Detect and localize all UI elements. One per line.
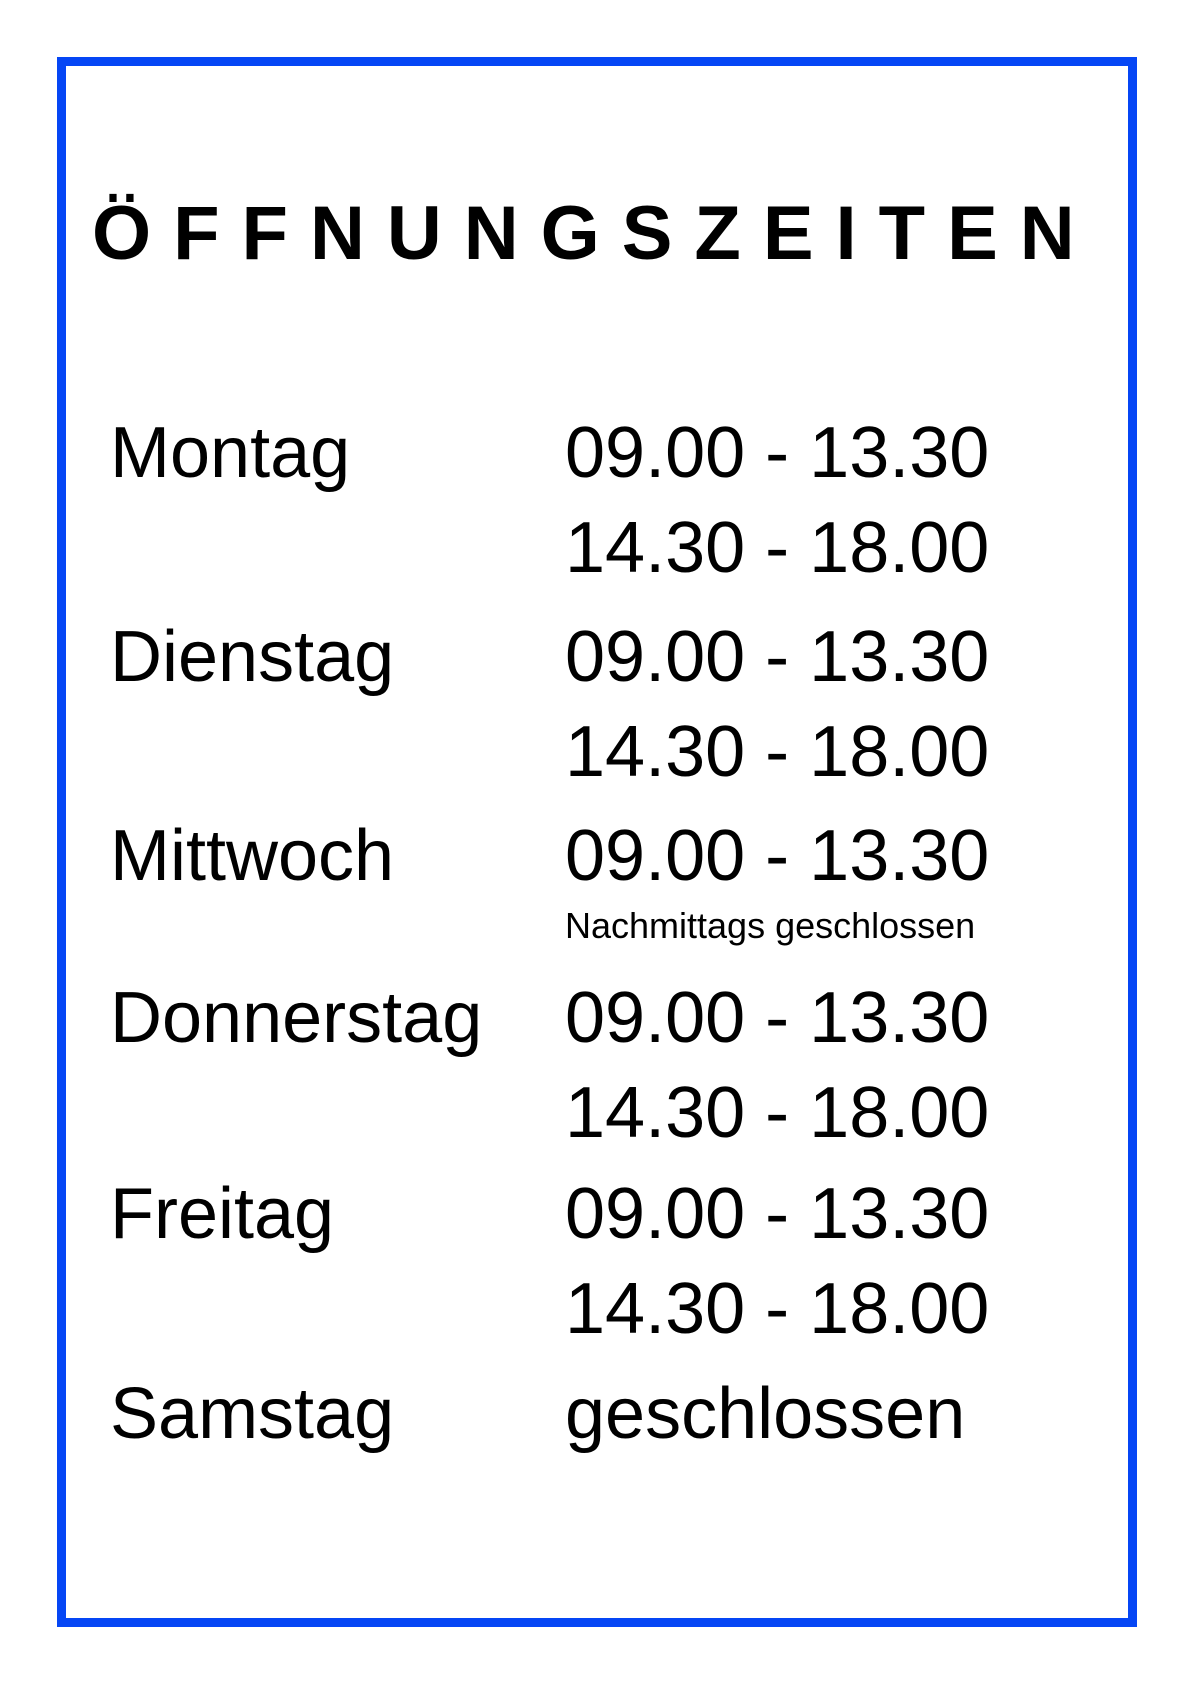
closed-label: geschlossen (565, 1374, 966, 1454)
times-cell (565, 1167, 1128, 1357)
table-row-donnerstag (66, 971, 1128, 1161)
day-label: Dienstag (110, 617, 395, 697)
times-cell (565, 809, 1128, 948)
day-label: Montag (110, 413, 351, 493)
schedule-table (66, 406, 1128, 1462)
time-range: 09.00 - 13.30 (565, 978, 990, 1058)
times-cell (565, 971, 1128, 1161)
times-cell (565, 610, 1128, 800)
opening-hours-sign (57, 57, 1137, 1627)
time-range: 09.00 - 13.30 (565, 816, 990, 896)
closed-afternoon-note: Nachmittags geschlossen (565, 905, 976, 946)
time-range: 14.30 - 18.00 (565, 1073, 990, 1153)
day-label: Freitag (110, 1174, 335, 1254)
page-title: ÖFFNUNGSZEITEN (92, 191, 1097, 276)
times-cell (565, 1367, 1128, 1462)
table-row-dienstag (66, 610, 1128, 800)
table-row-mittwoch (66, 809, 1128, 948)
time-range: 14.30 - 18.00 (565, 1269, 990, 1349)
table-row-samstag (66, 1367, 1128, 1462)
time-range: 09.00 - 13.30 (565, 617, 990, 697)
table-row-freitag (66, 1167, 1128, 1357)
day-label: Donnerstag (110, 978, 483, 1058)
day-label: Mittwoch (110, 816, 395, 896)
time-range: 09.00 - 13.30 (565, 413, 990, 493)
table-row-montag (66, 406, 1128, 596)
times-cell (565, 406, 1128, 596)
day-label: Samstag (110, 1374, 395, 1454)
time-range: 09.00 - 13.30 (565, 1174, 990, 1254)
time-range: 14.30 - 18.00 (565, 508, 990, 588)
time-range: 14.30 - 18.00 (565, 712, 990, 792)
